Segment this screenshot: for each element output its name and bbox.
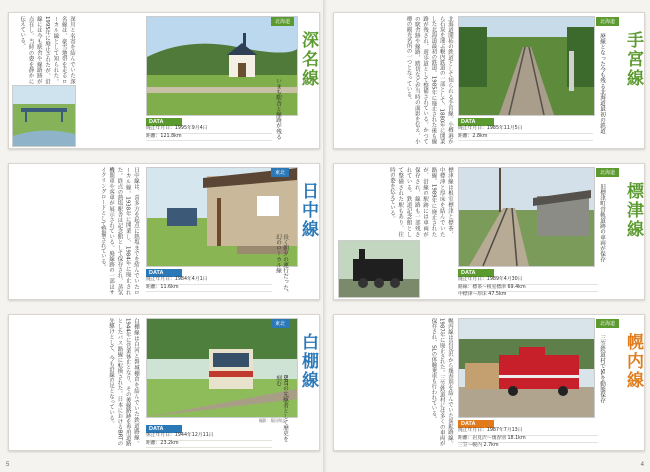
- line-title: 幌内線: [623, 333, 643, 390]
- data-heading: DATA: [458, 420, 494, 428]
- data-heading: DATA: [458, 118, 494, 126]
- line-body: 幌内線は岩見沢から幾春別を結んでいた炭鉱路線。1987年に廃止された。三笠鉄道村には多くの車両が保存され、SLの体験乗車も行われている。: [430, 318, 453, 446]
- data-line: 廃止年月日：1995年9月4日: [146, 126, 272, 134]
- line-subtitle: 三笠鉄道村でSLを動態保存: [599, 335, 605, 404]
- card-shibetsu: [333, 163, 645, 300]
- line-body: 白棚線は白河と磐城棚倉を結んでいた鉄道路線。1944年に営業休止となり、その後線路跡を専用道路としたバス路線に転換された。日本におけるBRTの先駆けとして、今も沿線の足となっている。: [108, 318, 139, 446]
- data-heading: DATA: [146, 118, 182, 126]
- card-horonai: [333, 314, 645, 451]
- data-line: 距離：岩見沢〜幾春別 18.1km: [458, 436, 598, 444]
- region-tag: 北海道: [596, 17, 619, 26]
- data-line: 休止年月日：1944年12月11日: [146, 433, 272, 441]
- line-title: 白棚線: [298, 333, 318, 390]
- data-box: [146, 425, 272, 448]
- line-subtitle: 旧標津町営軌道跡の車両が保存: [599, 184, 605, 263]
- region-tag: 東北: [271, 168, 289, 177]
- data-heading: DATA: [458, 269, 494, 277]
- line-body: 深川と名寄を結んでいた深名線は、豪雪地帯を走るローカル線として知られた。1995年に廃止されたが、沿線には今も駅舎や線路跡が点在し、当時の姿を静かに伝えている。: [19, 16, 75, 84]
- track-photo: [458, 16, 595, 116]
- bridge-photo: [12, 85, 76, 147]
- region-tag: 東北: [271, 319, 289, 328]
- data-line: 距離：2.8km: [458, 134, 593, 142]
- data-heading: DATA: [146, 269, 182, 277]
- card-hakuho: [8, 314, 320, 451]
- diesel-locomotive-photo: [458, 318, 595, 418]
- page-number-left: 5: [6, 462, 10, 468]
- line-body: 日中線は、喜多方を起点に熱塩までを結んでいたローカル線。1938年に開業し、1984年に廃止された。終点の熱塩駅舎は記念館として保存され、蒸気機関車や客車が展示されている。廃線跡の一部はサイクリングロードとして整備されている。: [99, 167, 139, 295]
- data-line: 三笠〜幌内 2.7km: [458, 443, 598, 451]
- line-subtitle: いまも駅舎と線路が残る: [275, 78, 281, 140]
- card-temiya: [333, 12, 645, 149]
- region-tag: 北海道: [596, 319, 619, 328]
- line-title: 深名線: [298, 31, 318, 88]
- data-box: [146, 118, 272, 141]
- line-subtitle: BRTの先駆者として歴史を刻む: [275, 375, 288, 442]
- data-line: 廃止年月日：1984年4月1日: [146, 277, 272, 285]
- card-nicchu: [8, 163, 320, 300]
- data-line: 距離：23.2km: [146, 441, 272, 449]
- line-subtitle: 廃線となった今も残る北海道最初の鉄道: [599, 33, 605, 134]
- card-shinmei: [8, 12, 320, 149]
- data-box: [458, 269, 598, 300]
- data-line: 廃止年月日：1989年4月30日: [458, 277, 598, 285]
- data-box: [458, 118, 593, 141]
- gutter: [323, 0, 327, 472]
- locomotive-photo: [338, 240, 420, 298]
- data-line: 廃止年月日：1987年7月13日: [458, 428, 598, 436]
- line-title: 手宮線: [623, 31, 643, 88]
- region-tag: 北海道: [271, 17, 294, 26]
- data-line: 中標津〜厚床 47.5km: [458, 292, 598, 300]
- data-line: 距離：11.6km: [146, 285, 272, 293]
- region-tag: 北海道: [596, 168, 619, 177]
- data-heading: DATA: [146, 425, 182, 433]
- photo-credit: 撮影：菊田和之: [259, 418, 286, 423]
- line-body: 標津線は根室標津と標茶、中標津と厚床を結んでいた路線。1989年に廃止されたが、沿線の駅跡には車両が保存され、線路も一部残されている。鉄道記念館として整備された駅もあり、往時の姿を伝えている。: [388, 167, 453, 237]
- line-subtitle: 長く朝夕の運行だった、幻のローカル線: [275, 234, 288, 296]
- data-line: 廃止年月日：1985年11月5日: [458, 126, 593, 134]
- data-line: 距離：121.8km: [146, 134, 272, 142]
- line-body: 北海道開拓の鉄道として知られる手宮線。小樽港から石炭を運ぶ幌内鉄道の一部として、1880年に開業した北海道最初の鉄道。1985年に廃止された後も線路が残され、遊歩道として整備されている。かつての駅舎跡や線路、踏切などが当時の面影を伝え、小樽の観光名所の一つとなっている。: [405, 16, 453, 144]
- line-title: 標津線: [623, 182, 643, 239]
- page-number-right: 4: [640, 462, 644, 468]
- abandoned-track-photo: [458, 167, 595, 267]
- data-box: [458, 420, 598, 451]
- data-line: 路線：標茶〜根室標津 69.4km: [458, 285, 598, 293]
- data-box: [146, 269, 272, 292]
- line-title: 日中線: [298, 182, 318, 239]
